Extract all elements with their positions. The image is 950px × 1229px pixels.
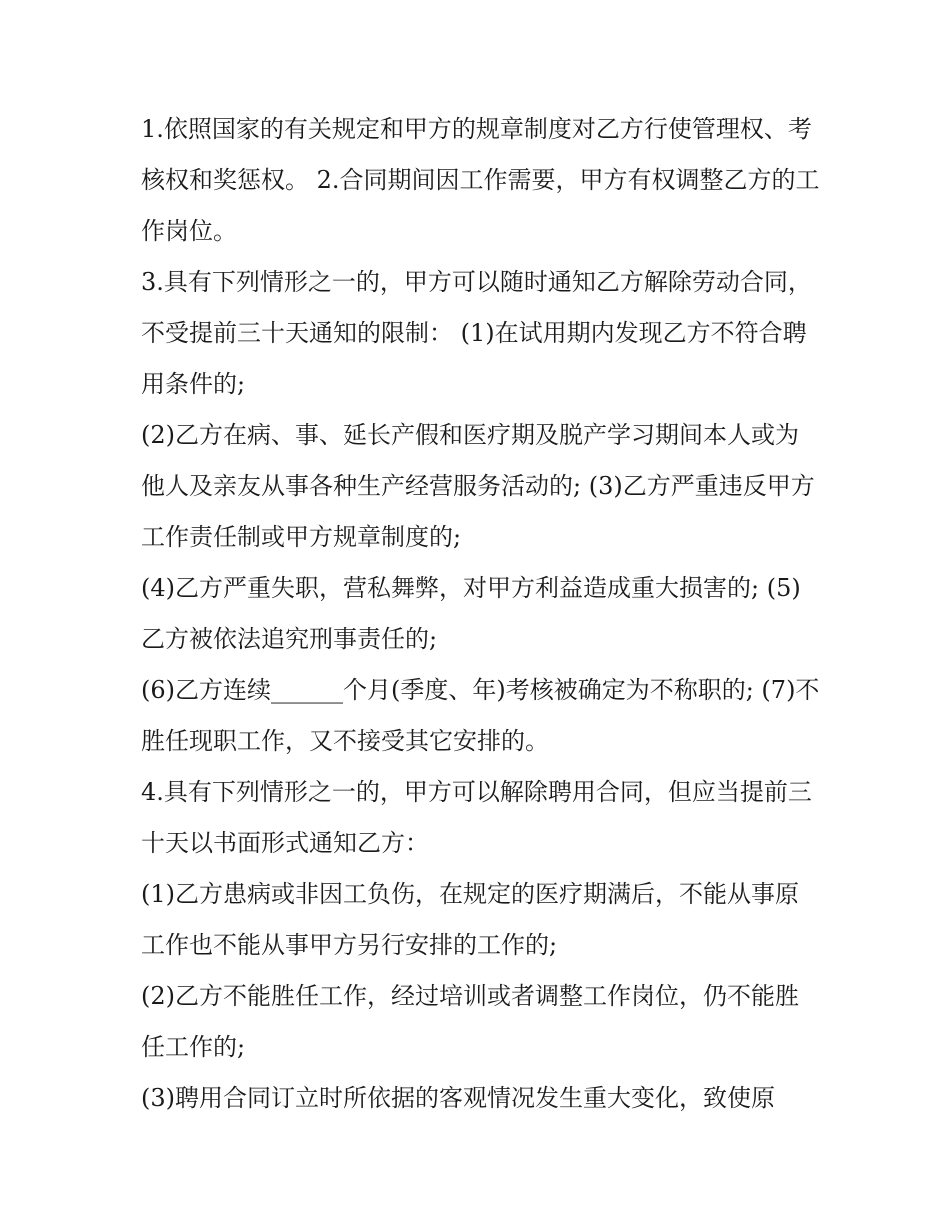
paragraph-clause-4-3: (3)聘用合同订立时所依据的客观情况发生重大变化，致使原 (141, 1084, 775, 1112)
document-body (141, 104, 821, 1124)
paragraph-clause-4-2: (2)乙方不能胜任工作，经过培训或者调整工作岗位，仍不能胜任工作的; (141, 982, 799, 1061)
paragraph-clause-4-1: (1)乙方患病或非因工负伤，在规定的医疗期满后，不能从事原工作也不能从事甲方另行安排的工作的; (141, 880, 799, 959)
paragraph-clause-3-2-3: (2)乙方在病、事、延长产假和医疗期及脱产学习期间本人或为他人及亲友从事各种生产经营服务活动的; (3)乙方严重违反甲方工作责任制或甲方规章制度的; (141, 421, 815, 551)
paragraph-clause-1-2: 1.依照国家的有关规定和甲方的规章制度对乙方行使管理权、考核权和奖惩权。 2.合同期间因工作需要，甲方有权调整乙方的工作岗位。 (141, 115, 820, 245)
paragraph-clause-3-6-7: (6)乙方连续______个月(季度、年)考核被确定为不称职的; (7)不胜任现职工作，又不接受其它安排的。 (141, 676, 820, 755)
paragraph-clause-3: 3.具有下列情形之一的，甲方可以随时通知乙方解除劳动合同，不受提前三十天通知的限制： (1)在试用期内发现乙方不符合聘用条件的; (141, 268, 812, 398)
paragraph-clause-3-4-5: (4)乙方严重失职，营私舞弊，对甲方利益造成重大损害的; (5)乙方被依法追究刑事责任的; (141, 574, 801, 653)
paragraph-clause-4: 4.具有下列情形之一的，甲方可以解除聘用合同，但应当提前三十天以书面形式通知乙方： (141, 778, 812, 857)
